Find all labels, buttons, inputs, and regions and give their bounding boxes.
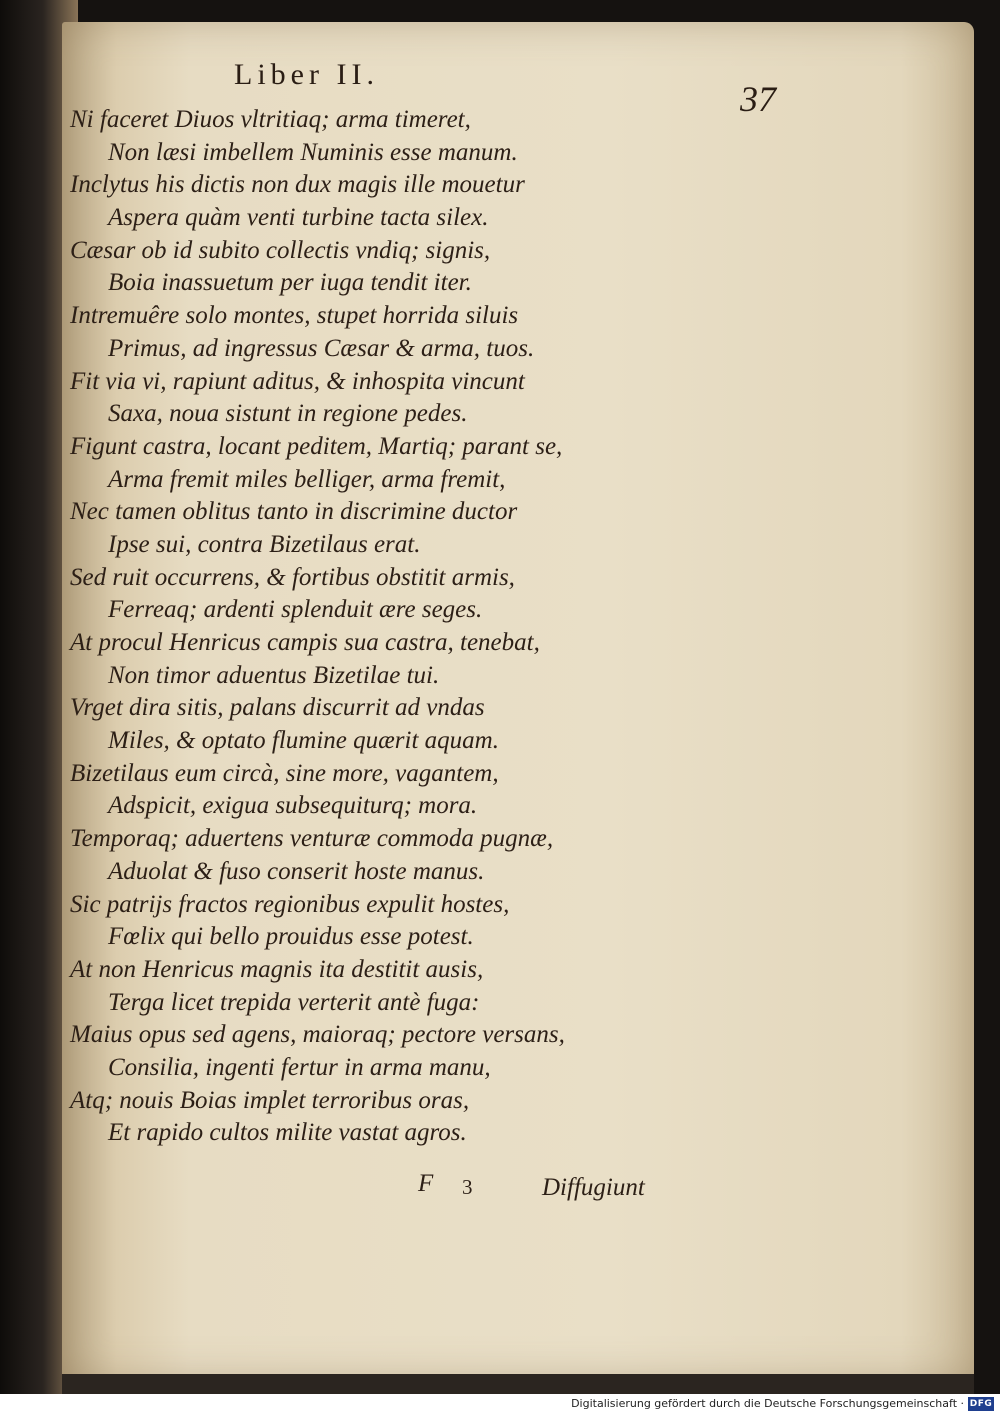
verse-line: Atq; nouis Boias implet terroribus oras,: [70, 1086, 470, 1114]
verse-line: At non Henricus magnis ita destitit ausis,: [70, 955, 484, 983]
verse-line: At procul Henricus campis sua castra, tenebat,: [70, 629, 540, 656]
verse-line: Non timor aduentus Bizetilae tui.: [108, 661, 440, 689]
verse-line: Nec tamen oblitus tanto in discrimine ductor: [70, 498, 518, 526]
verse-line: Figunt castra, locant peditem, Martiq; parant se,: [70, 432, 563, 460]
verse-line: Aduolat & fuso conserit hoste manus.: [108, 857, 485, 885]
verse-line: Miles, & optato flumine quærit aquam.: [108, 727, 499, 755]
catchword: Diffugiunt: [542, 1174, 645, 1201]
verse-line: Fœlix qui bello prouidus esse potest.: [108, 923, 474, 951]
verse-line: Primus, ad ingressus Cæsar & arma, tuos.: [108, 334, 535, 362]
verse-line: Terga licet trepida verterit antè fuga:: [108, 988, 480, 1016]
verse-line: Fit via vi, rapiunt aditus, & inhospita vincunt: [70, 367, 525, 395]
verse-line: Ni faceret Diuos vltritiaq; arma timeret,: [70, 106, 471, 133]
verse-line: Temporaq; aduertens venturæ commoda pugnæ,: [70, 825, 554, 853]
verse-line: Sic patrijs fractos regionibus expulit hostes,: [70, 890, 510, 918]
dfg-logo: DFG: [969, 1399, 993, 1409]
verse-line: Inclytus his dictis non dux magis ille mouetur: [70, 171, 525, 199]
verse-line: Aspera quàm venti turbine tacta silex.: [108, 204, 489, 232]
folio-number: 37: [740, 79, 776, 119]
page-bottom-shadow: [62, 1374, 974, 1394]
footer-credit: Digitalisierung gefördert durch die Deutsche Forschungsgemeinschaft ·: [571, 1397, 964, 1410]
verse-line: Non læsi imbellem Numinis esse manum.: [108, 138, 518, 166]
verse-line: Adspicit, exigua subsequiturq; mora.: [108, 792, 478, 820]
verse-line: Bizetilaus eum circà, sine more, vagantem,: [70, 759, 499, 787]
verse-line: Maius opus sed agens, maioraq; pectore versans,: [70, 1021, 565, 1049]
signature-number: 3: [462, 1175, 473, 1199]
verse-block: [70, 104, 690, 1150]
verse-line: Ferreaq; ardenti splenduit ære seges.: [108, 596, 483, 624]
verse-line: Saxa, noua sistunt in regione pedes.: [108, 400, 468, 428]
verse-line: Et rapido cultos milite vastat agros.: [108, 1119, 467, 1147]
verse-line: Vrget dira sitis, palans discurrit ad vndas: [70, 694, 485, 722]
verse-line: Intremuêre solo montes, stupet horrida siluis: [70, 302, 519, 330]
signature-mark: F: [418, 1170, 434, 1197]
verse-line: Arma fremit miles belliger, arma fremit,: [108, 465, 506, 493]
verse-line: Sed ruit occurrens, & fortibus obstitit armis,: [70, 563, 515, 591]
verse-line: Ipse sui, contra Bizetilaus erat.: [108, 530, 421, 558]
verse-line: Consilia, ingenti fertur in arma manu,: [108, 1053, 491, 1081]
verse-line: Cæsar ob id subito collectis vndiq; signis,: [70, 236, 491, 264]
running-head: Liber II.: [234, 58, 379, 91]
verse-line: Boia inassuetum per iuga tendit iter.: [108, 269, 472, 297]
